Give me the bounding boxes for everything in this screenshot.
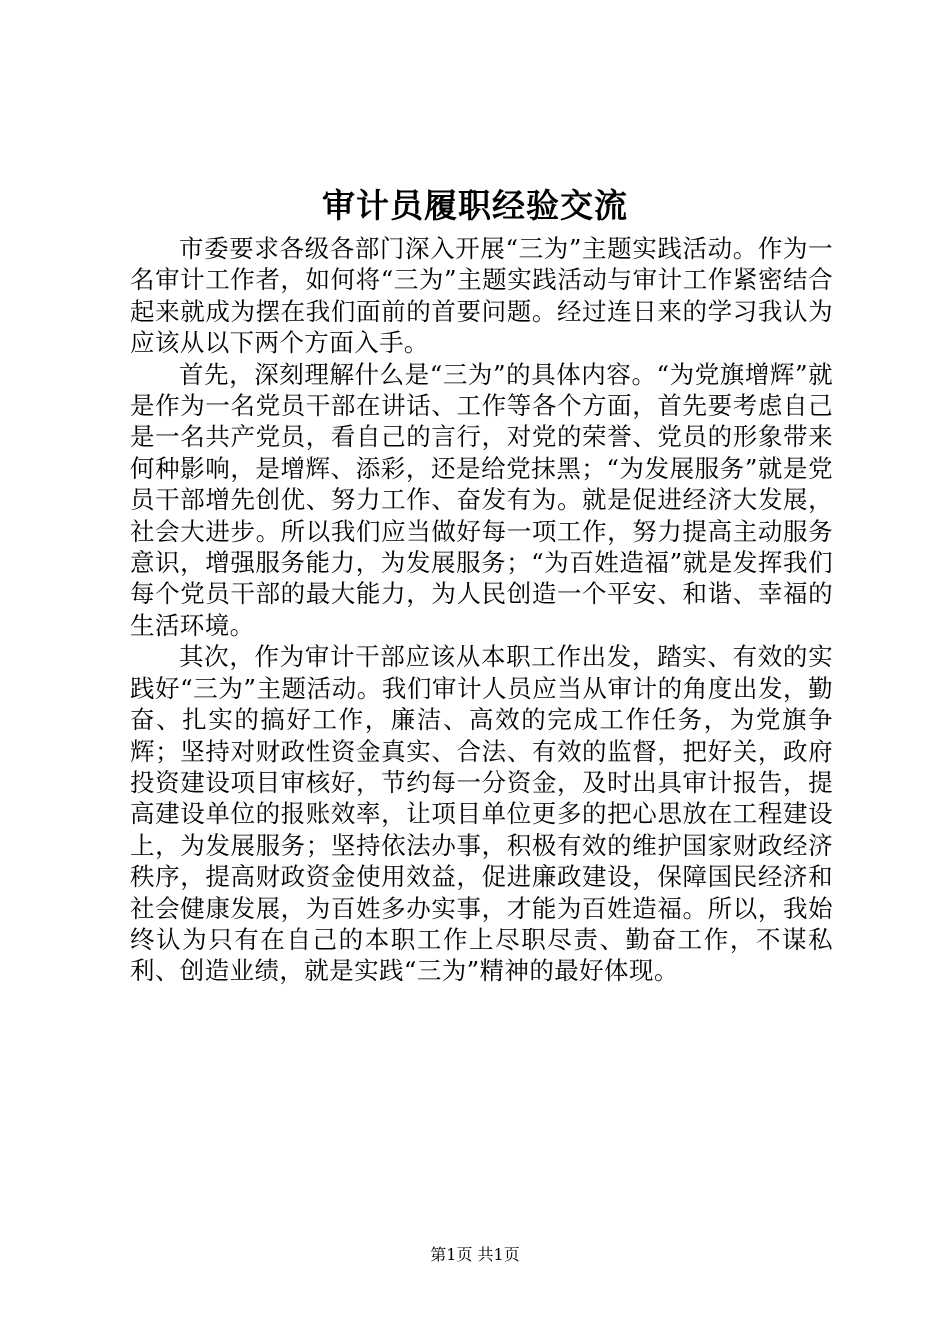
- paragraph-1: 市委要求各级各部门深入开展“三为”主题实践活动。作为一名审计工作者，如何将“三为”主题实践活动与审计工作紧密结合起来就成为摆在我们面前的首要问题。经过连日来的学习我认为应该从以下两个方面入手。: [130, 234, 833, 358]
- paragraph-2: 首先，深刻理解什么是“三为”的具体内容。“为党旗增辉”就是作为一名党员干部在讲话、工作等各个方面，首先要考虑自己是一名共产党员，看自己的言行，对党的荣誉、党员的形象带来何种影响，是增辉、添彩，还是给党抹黑；“为发展服务”就是党员干部增先创优、努力工作、奋发有为。就是促进经济大发展，社会大进步。所以我们应当做好每一项工作，努力提高主动服务意识，增强服务能力，为发展服务；“为百姓造福”就是发挥我们每个党员干部的最大能力，为人民创造一个平安、和谐、幸福的生活环境。: [130, 359, 833, 640]
- page-footer: 第1页 共1页: [430, 1245, 520, 1264]
- document-title: 审计员履职经验交流: [322, 186, 628, 225]
- document-body: [130, 233, 833, 987]
- paragraph-3: 其次，作为审计干部应该从本职工作出发，踏实、有效的实践好“三为”主题活动。我们审计人员应当从审计的角度出发，勤奋、扎实的搞好工作，廉洁、高效的完成工作任务，为党旗争辉；坚持对财政性资金真实、合法、有效的监督，把好关，政府投资建设项目审核好，节约每一分资金，及时出具审计报告，提高建设单位的报账效率，让项目单位更多的把心思放在工程建设上，为发展服务；坚持依法办事，积极有效的维护国家财政经济秩序，提高财政资金使用效益，促进廉政建设，保障国民经济和社会健康发展，为百姓多办实事，才能为百姓造福。所以，我始终认为只有在自己的本职工作上尽职尽责、勤奋工作，不谋私利、创造业绩，就是实践“三为”精神的最好体现。: [130, 642, 833, 986]
